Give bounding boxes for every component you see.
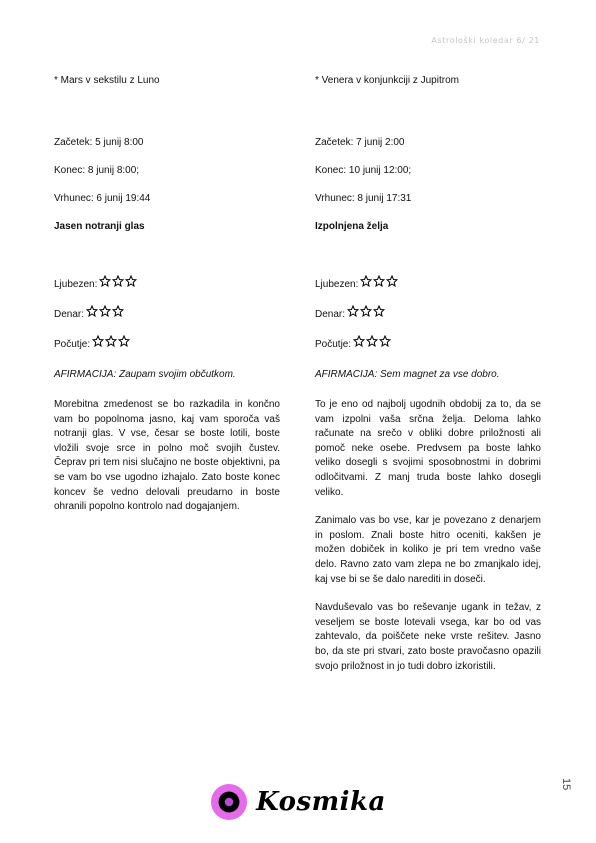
right-affirmation: AFIRMACIJA: Sem magnet za vse dobro. [315,369,500,380]
left-money-label: Denar: [54,309,85,320]
left-money-rating [54,308,280,338]
right-money-rating [315,308,541,338]
left-love-stars [99,275,137,287]
left-feeling-label: Počutje: [54,339,91,350]
right-paragraph: Zanimalo vas bo vse, kar je povezano z denarjem in poslom. Znali boste hitro oceniti, kakšen je možen dobiček in koliko je pri tem vredno vaše delo. Ravno zato vam zlepa ne bo zmanjkalo idej, kaj vse bi se še dalo narediti in doseči. [315,515,541,585]
star-icon [373,275,385,287]
right-aspect-title: * Venera v konjunkciji z Jupitrom [315,75,459,86]
left-love-label: Ljubezen: [54,279,98,290]
right-money-stars [347,305,385,317]
right-love-label: Ljubezen: [315,279,359,290]
right-paragraph: Navduševalo vas bo reševanje ugank in težav, z veseljem se boste lotevali vsega, kar bo od vas zahtevalo, da poiščete neke vrste rešitev. Jasno bo, da ste pri stvari, zato boste pravočasno opazili svojo priložnost in jo tudi dobro izkoristili. [315,602,541,672]
left-start-time: Začetek: 5 junij 8:00 [54,137,144,148]
left-column [54,74,280,529]
left-peak-time: Vrhunec: 6 junij 19:44 [54,193,151,204]
left-aspect-title: * Mars v sekstilu z Luno [54,75,160,86]
left-money-stars [86,305,124,317]
right-love-rating [315,278,541,308]
star-icon [86,305,98,317]
left-heading: Jasen notranji glas [54,221,145,232]
header-mark: Astrološki koledar 6/ 21 [431,36,540,45]
left-feeling-stars [92,335,130,347]
star-icon [99,275,111,287]
star-icon [360,305,372,317]
star-icon [373,305,385,317]
star-icon [366,335,378,347]
star-icon [360,275,372,287]
left-end-time: Konec: 8 junij 8:00; [54,165,140,176]
star-icon [105,335,117,347]
star-icon [386,275,398,287]
right-love-stars [360,275,398,287]
left-feeling-rating [54,338,280,368]
star-icon [347,305,359,317]
page-number: 15 [560,778,572,791]
right-column [315,74,541,688]
star-icon [112,275,124,287]
right-end-time: Konec: 10 junij 12:00; [315,165,412,176]
star-icon [92,335,104,347]
right-feeling-rating [315,338,541,368]
kosmika-logo-icon [210,783,248,821]
right-feeling-stars [353,335,391,347]
star-icon [125,275,137,287]
right-start-time: Začetek: 7 junij 2:00 [315,137,405,148]
star-icon [99,305,111,317]
brand-name: Kosmika [256,787,386,817]
right-feeling-label: Počutje: [315,339,352,350]
right-peak-time: Vrhunec: 8 junij 17:31 [315,193,412,204]
star-icon [112,305,124,317]
right-money-label: Denar: [315,309,346,320]
star-icon [379,335,391,347]
star-icon [353,335,365,347]
right-heading: Izpolnjena želja [315,221,389,232]
star-icon [118,335,130,347]
left-affirmation: AFIRMACIJA: Zaupam svojim občutkom. [54,369,236,380]
footer-logo [0,783,596,821]
left-paragraph: Morebitna zmedenost se bo razkadila in končno vam bo popolnoma jasno, kaj vam sporoča vaš notranji glas. V vse, česar se boste lotili, boste vložili svoje srce in polno moč svojih čustev. Čeprav pri tem nisi slučajno ne boste objektivni, pa se vam bo vse ugodno izhajalo. Zato boste konec koncev še vedno delovali preudarno in boste ohranili popolno kontrolo nad dogajanjem. [54,399,280,513]
right-paragraph: To je eno od najbolj ugodnih obdobij za to, da se vam izpolni vaša srčna želja. Deloma lahko računate na srečo v obliki dobre priložnosti ali pomoč neke osebe. Predvsem pa boste lahko veliko dosegli s svojimi sposobnostmi in dobrimi odločitvami. Z manj truda boste lahko dosegli veliko. [315,399,541,498]
left-love-rating [54,278,280,308]
